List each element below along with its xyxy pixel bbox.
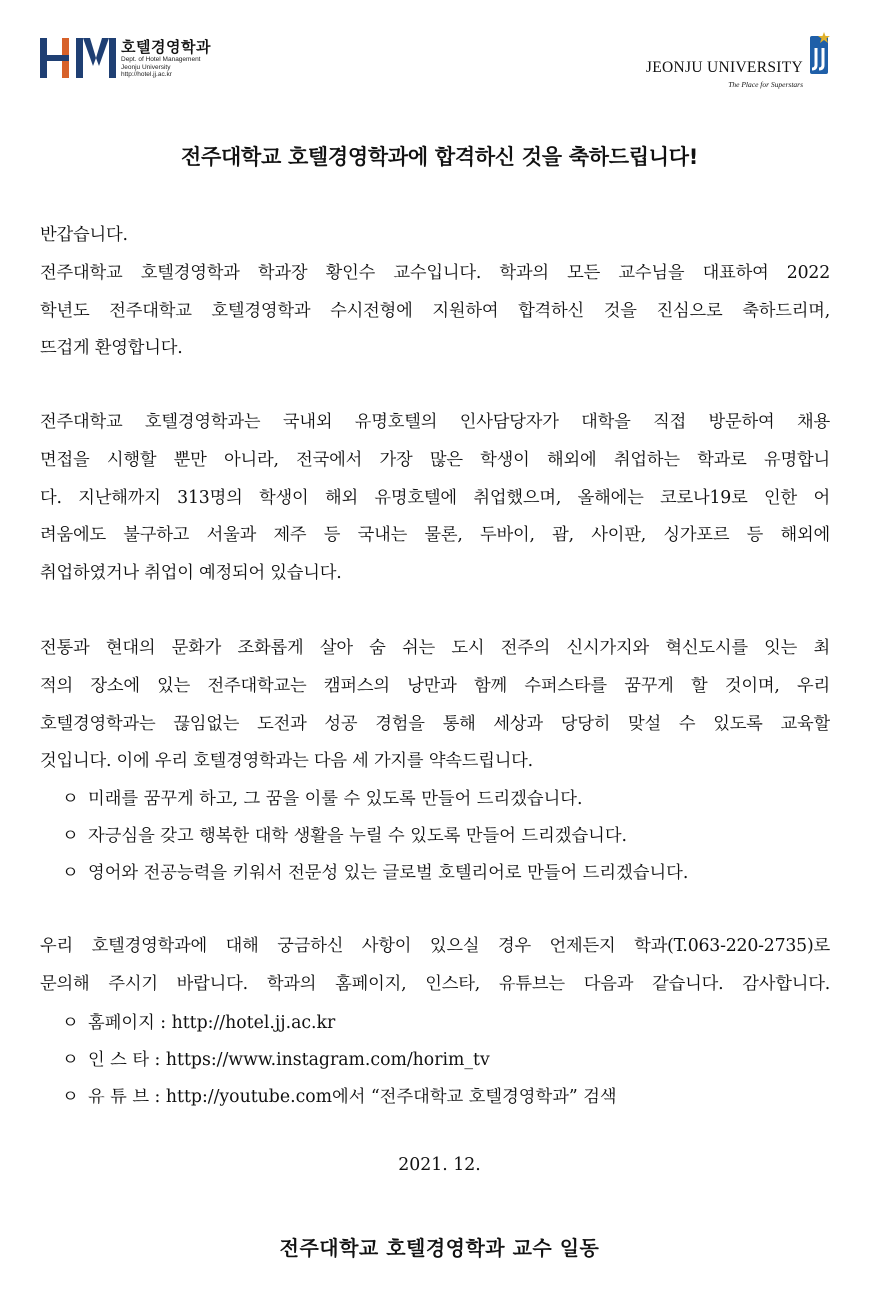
contact-line-1: 우리 호텔경영학과에 대해 궁금하신 사항이 있으실 경우 언제든지 학과(T.063-220-2735)로 xyxy=(40,936,830,956)
campus-line-1: 전통과 현대의 문화가 조화롭게 살아 숨 쉬는 도시 전주의 신시가지와 혁신도시를 잇는 최 xyxy=(40,638,830,658)
link-instagram xyxy=(62,1042,490,1080)
paragraph-campus xyxy=(40,630,830,781)
campus-line-2: 적의 장소에 있는 전주대학교는 캠퍼스의 낭만과 함께 수퍼스타를 꿈꾸게 할 것이며, 우리 xyxy=(40,675,830,696)
letter-date: 2021. 12. xyxy=(398,1155,481,1175)
promise-item-3 xyxy=(62,855,688,893)
employment-line-3: 다. 지난해까지 313명의 학생이 해외 유명호텔에 취업했으며, 올해에는 코로나19로 인한 어 xyxy=(40,487,830,508)
jj-logo-icon xyxy=(807,32,831,76)
bullet-icon: ㅇ xyxy=(62,826,79,846)
link-text: 홈페이지 : http://hotel.jj.ac.kr xyxy=(88,1013,336,1033)
university-logo xyxy=(631,32,831,94)
letter-title: 전주대학교 호텔경영학과에 합격하신 것을 축하드립니다! xyxy=(181,145,698,169)
promise-text: 영어와 전공능력을 키워서 전문성 있는 글로벌 호텔리어로 만들어 드리겠습니다. xyxy=(88,863,689,883)
dept-name-block xyxy=(121,39,211,79)
promise-text: 미래를 꿈꾸게 하고, 그 꿈을 이룰 수 있도록 만들어 드리겠습니다. xyxy=(88,789,583,809)
promise-item-2 xyxy=(62,818,627,856)
link-text: 인 스 타 : https://www.instagram.com/horim_tv xyxy=(88,1050,490,1070)
letter-signature: 전주대학교 호텔경영학과 교수 일동 xyxy=(279,1236,600,1260)
dept-name-en: Dept. of Hotel Management xyxy=(121,56,201,63)
paragraph-employment xyxy=(40,404,830,593)
employment-line-4: 려움에도 불구하고 서울과 제주 등 국내는 물론, 두바이, 괌, 사이판, 싱가포르 등 해외에 xyxy=(40,525,830,546)
university-name: JEONJU UNIVERSITY xyxy=(645,59,803,76)
bullet-icon: ㅇ xyxy=(62,863,79,883)
intro-line-1: 전주대학교 호텔경영학과 학과장 황인수 교수입니다. 학과의 모든 교수님을 대표하여 2022 xyxy=(40,262,830,283)
link-youtube xyxy=(62,1079,617,1117)
dept-name-ko: 호텔경영학과 xyxy=(121,38,211,56)
greeting: 반갑습니다. xyxy=(40,225,128,245)
employment-line-1: 전주대학교 호텔경영학과는 국내외 유명호텔의 인사담당자가 대학을 직접 방문하여 채용 xyxy=(40,412,830,432)
intro-line-3: 뜨겁게 환영합니다. xyxy=(40,338,183,359)
dept-univ-line: Jeonju University xyxy=(121,63,171,71)
campus-line-3: 호텔경영학과는 끊임없는 도전과 성공 경험을 통해 세상과 당당히 맞설 수 있도록 교육할 xyxy=(40,713,830,734)
employment-line-5: 취업하였거나 취업이 예정되어 있습니다. xyxy=(40,563,342,584)
bullet-icon: ㅇ xyxy=(62,1050,79,1070)
hm-logo-icon xyxy=(40,38,116,78)
employment-line-2: 면접을 시행할 뿐만 아니라, 전국에서 가장 많은 학생이 해외에 취업하는 학과로 유명합니 xyxy=(40,449,830,470)
link-text: 유 튜 브 : http://youtube.com에서 “전주대학교 호텔경영학과” 검색 xyxy=(88,1087,617,1107)
link-homepage xyxy=(62,1005,335,1043)
promise-text: 자긍심을 갖고 행복한 대학 생활을 누릴 수 있도록 만들어 드리겠습니다. xyxy=(88,826,628,846)
campus-line-4: 것입니다. 이에 우리 호텔경영학과는 다음 세 가지를 약속드립니다. xyxy=(40,751,533,772)
intro-line-2: 학년도 전주대학교 호텔경영학과 수시전형에 지원하여 합격하신 것을 진심으로 축하드리며, xyxy=(40,300,830,321)
greeting-and-intro xyxy=(40,217,830,368)
paragraph-contact xyxy=(40,928,830,1004)
promise-item-1 xyxy=(62,781,582,819)
letterhead xyxy=(0,0,879,110)
bullet-icon: ㅇ xyxy=(62,1087,79,1107)
university-tagline: The Place for Superstars xyxy=(728,80,803,89)
contact-line-2: 문의해 주시기 바랍니다. 학과의 홈페이지, 인스타, 유튜브는 다음과 같습니다. 감사합니다. xyxy=(40,973,830,994)
bullet-icon: ㅇ xyxy=(62,1013,79,1033)
bullet-icon: ㅇ xyxy=(62,789,79,809)
dept-url-line: http://hotel.jj.ac.kr xyxy=(121,71,172,78)
